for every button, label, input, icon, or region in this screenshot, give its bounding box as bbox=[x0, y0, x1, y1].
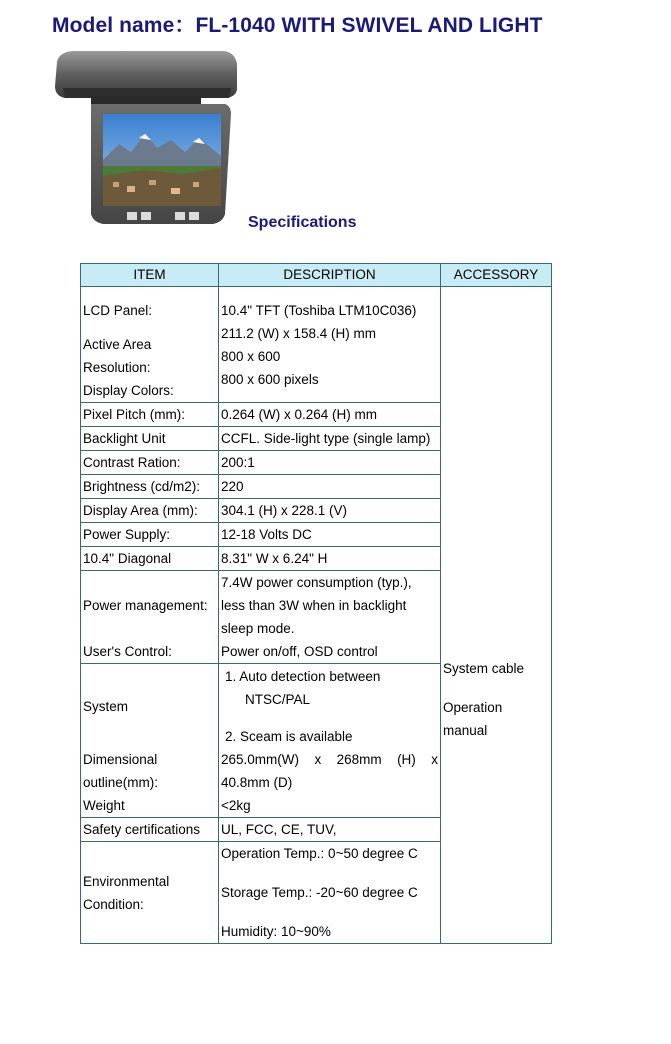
desc-system-1: 1. Auto detection between NTSC/PAL bbox=[225, 668, 381, 707]
item-pixel-pitch: Pixel Pitch (mm): bbox=[81, 403, 219, 427]
item-display-colors: Display Colors: bbox=[83, 383, 174, 398]
desc-power-supply: 12-18 Volts DC bbox=[219, 523, 441, 547]
item-power-supply: Power Supply: bbox=[81, 523, 219, 547]
item-lcd-panel: LCD Panel: bbox=[83, 302, 153, 318]
item-weight: Weight bbox=[83, 798, 125, 813]
description-cell bbox=[219, 287, 441, 403]
header-item: ITEM bbox=[81, 264, 219, 287]
desc-system-2: 2. Sceam is available bbox=[225, 728, 353, 744]
description-cell bbox=[219, 664, 441, 818]
desc-pixel-pitch: 0.264 (W) x 0.264 (H) mm bbox=[219, 403, 441, 427]
accessory-system-cable: System cable bbox=[443, 660, 525, 676]
desc-dimensional: 265.0mm(W) x 268mm (H) x 40.8mm (D) bbox=[221, 751, 438, 790]
desc-weight: <2kg bbox=[221, 797, 251, 813]
desc-humidity: Humidity: 10~90% bbox=[221, 924, 331, 939]
desc-active-area: 211.2 (W) x 158.4 (H) mm bbox=[221, 325, 377, 341]
desc-display-area: 304.1 (H) x 228.1 (V) bbox=[219, 499, 441, 523]
item-users-control: User's Control: bbox=[83, 644, 172, 659]
model-label: Model name： bbox=[52, 14, 196, 37]
item-backlight: Backlight Unit bbox=[81, 427, 219, 451]
desc-contrast: 200:1 bbox=[219, 451, 441, 475]
desc-backlight: CCFL. Side-light type (single lamp) bbox=[219, 427, 441, 451]
specifications-heading: Specifications bbox=[248, 214, 357, 231]
desc-power-mgmt: 7.4W power consumption (typ.), less than 3W when in backlight sleep mode. bbox=[221, 575, 412, 636]
desc-brightness: 220 bbox=[219, 475, 441, 499]
item-resolution: Resolution: bbox=[83, 360, 151, 375]
item-dimensional: Dimensional outline(mm): bbox=[83, 752, 159, 790]
item-diagonal: 10.4" Diagonal bbox=[81, 547, 219, 571]
desc-resolution: 800 x 600 bbox=[221, 348, 281, 364]
item-environmental: Environmental Condition: bbox=[81, 842, 219, 944]
description-cell bbox=[219, 842, 441, 944]
item-cell bbox=[81, 664, 219, 818]
desc-display-colors: 800 x 600 pixels bbox=[221, 371, 319, 387]
table-header-row bbox=[81, 264, 552, 287]
desc-users-control: Power on/off, OSD control bbox=[221, 644, 378, 659]
desc-op-temp: Operation Temp.: 0~50 degree C bbox=[221, 846, 418, 861]
item-system: System bbox=[83, 698, 129, 714]
desc-storage-temp: Storage Temp.: -20~60 degree C bbox=[221, 885, 418, 900]
table-row bbox=[81, 287, 552, 403]
accessory-cell bbox=[441, 287, 552, 944]
item-display-area: Display Area (mm): bbox=[81, 499, 219, 523]
model-value: FL-1040 WITH SWIVEL AND LIGHT bbox=[195, 14, 543, 37]
item-safety: Safety certifications bbox=[81, 818, 219, 842]
item-active-area: Active Area bbox=[83, 337, 152, 352]
desc-lcd-panel: 10.4" TFT (Toshiba LTM10C036) bbox=[221, 302, 417, 318]
header-description: DESCRIPTION bbox=[219, 264, 441, 287]
ceiling-monitor-image bbox=[53, 48, 239, 230]
description-cell bbox=[219, 571, 441, 664]
item-brightness: Brightness (cd/m2): bbox=[81, 475, 219, 499]
desc-safety: UL, FCC, CE, TUV, bbox=[219, 818, 441, 842]
specifications-table bbox=[80, 263, 552, 944]
item-cell bbox=[81, 287, 219, 403]
item-contrast: Contrast Ration: bbox=[81, 451, 219, 475]
item-cell bbox=[81, 571, 219, 664]
item-power-mgmt: Power management: bbox=[83, 598, 208, 613]
accessory-operation-manual: Operation manual bbox=[443, 699, 503, 738]
header-accessory: ACCESSORY bbox=[441, 264, 552, 287]
page-title bbox=[52, 9, 543, 39]
desc-diagonal: 8.31" W x 6.24" H bbox=[219, 547, 441, 571]
